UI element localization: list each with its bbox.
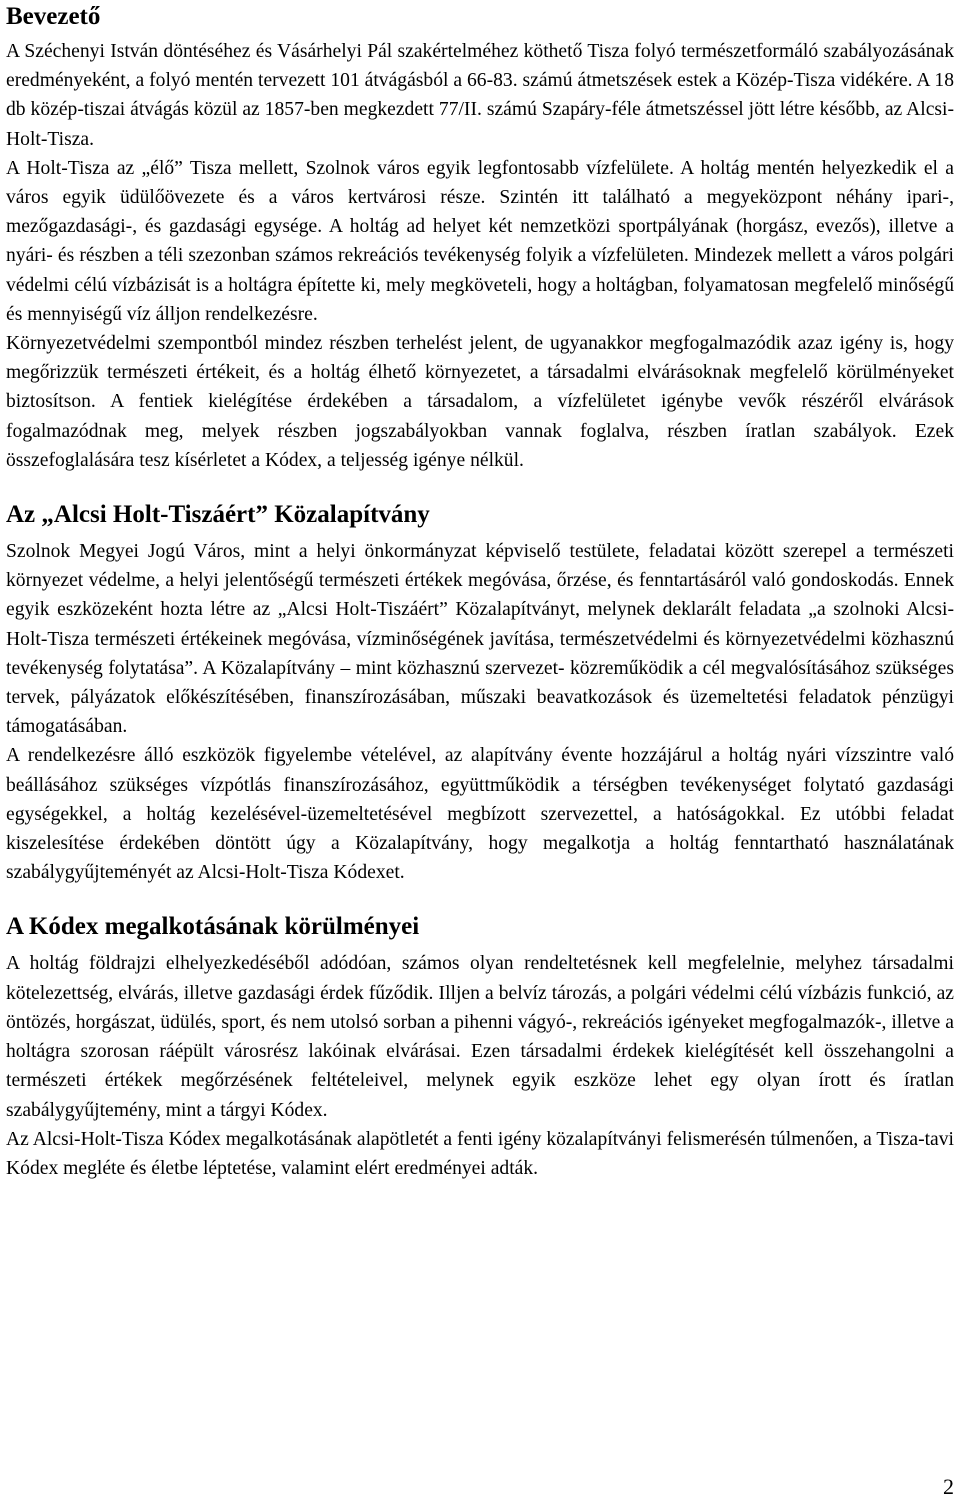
paragraph: A Holt-Tisza az „élő” Tisza mellett, Szolnok város egyik legfontosabb vízfelülete. A holtág mentén helyezkedik el a város egyik üdülőövezete és a város kertvárosi része. Szintén itt található a megyeközpont néhány ipari-, mezőgazdasági-, és gazdasági egysége. A holtág ad helyet két nemzetközi sportpályának (horgász, evezős), illetve a nyári- és részben a téli szezonban számos rekreációs tevékenység folyik a vízfelületen. Mindezek mellett a város polgári védelmi célú vízbázisát is a holtágra építette ki, mely megköveteli, hogy a holtágban, folyamatosan megfelelő minőségű és mennyiségű víz álljon rendelkezésre.	[6, 157, 954, 325]
paragraph: A holtág földrajzi elhelyezkedéséből adódóan, számos olyan rendeltetésnek kell megfelelnie, melyhez társadalmi kötelezettség, elvárás, illetve gazdasági érdek fűződik. Illjen a belvíz tározás, a polgári védelmi célú vízbázis funkció, az öntözés, horgászat, üdülés, sport, és nem utolsó sorban a pihenni vágyó-, rekreációs igényeket megfogalmazók-, illetve a holtágra szorosan ráépült városrész lakóinak elvárásai. Ezen társadalmi érdekek kielégítését kell összehangolni a természeti értékek megőrzésének feltételeivel, melynek egyik eszköze lehet egy olyan írott és íratlan szabálygyűjtemény, mint a tárgyi Kódex.	[6, 953, 954, 1121]
paragraph: Környezetvédelmi szempontból mindez részben terhelést jelent, de ugyanakkor megfogalmazódik azaz igény is, hogy megőrizzük természeti értékeit, és a holtág élhető környezetet, a társadalmi elvárásoknak megfelelő körülményeket biztosítson. A fentiek kielégítése érdekében a társadalom, a vízfelületet igénybe vevők részéről elvárások fogalmazódnak meg, melyek részben jogszabályokban vannak foglalva, részben íratlan szabályok. Ezek összefoglalására tesz kísérletet a Kódex, a teljesség igénye nélkül.	[6, 333, 954, 471]
section-title-bevezeto: Bevezető	[6, 3, 101, 30]
document-page	[6, 0, 954, 1183]
paragraph: Szolnok Megyei Jogú Város, mint a helyi önkormányzat képviselő testülete, feladatai között szerepel a természeti környezet védelme, a helyi jelentőségű természeti értékek megóvása, őrzése, és fenntartásáról való gondoskodás. Ennek egyik eszközeként hozta létre az „Alcsi Holt-Tiszáért” Közalapítványt, melynek deklarált feladata „a szolnoki Alcsi-Holt-Tisza természeti értékeinek megóvása, vízminőségének javítása, természetvédelmi és környezetvédelmi közhasznú tevékenység folytatása”. A Közalapítvány – mint közhasznú szervezet- közreműködik a cél megvalósításához szükséges tervek, pályázatok előkészítésében, finanszírozásában, műszaki beavatkozások és üzemeltetési feladatok pénzügyi támogatásában.	[6, 541, 954, 738]
paragraph: A rendelkezésre álló eszközök figyelembe vételével, az alapítvány évente hozzájárul a holtág nyári vízszintre való beállásához szükséges vízpótlás finanszírozásához, együttműködik a térségben tevékenységet folytató gazdasági egységekkel, a holtág kezelésével-üzemeltetésével megbízott szervezettel, a hatóságokkal. Ez utóbbi feladat kiszelesítése érdekében döntött úgy a Közalapítvány, hogy megalkotja a holtág fenntartható használatának szabálygyűjteményét az Alcsi-Holt-Tisza Kódexet.	[6, 745, 954, 884]
paragraph: Az Alcsi-Holt-Tisza Kódex megalkotásának alapötletét a fenti igény közalapítványi felismerésén túlmenően, a Tisza-tavi Kódex megléte és életbe léptetése, valamint elért eredményei adták.	[6, 1128, 954, 1179]
section-title-kodex: A Kódex megalkotásának körülményei	[6, 913, 420, 941]
section-title-kozalapitvany: Az „Alcsi Holt-Tiszáért” Közalapítvány	[6, 501, 430, 529]
paragraph: A Széchenyi István döntéséhez és Vásárhelyi Pál szakértelméhez köthető Tisza folyó természetformáló szabályozásának eredményeként, a folyó mentén tervezett 101 átvágásból a 66-83. számú átmetszések estek a Közép-Tisza vidékére. A 18 db közép-tiszai átvágás közül az 1857-ben megkezdett 77/II. számú Szapáry-féle átmetszéssel jött létre később, az Alcsi-Holt-Tisza.	[6, 41, 954, 150]
page-number: 2	[943, 1474, 954, 1499]
